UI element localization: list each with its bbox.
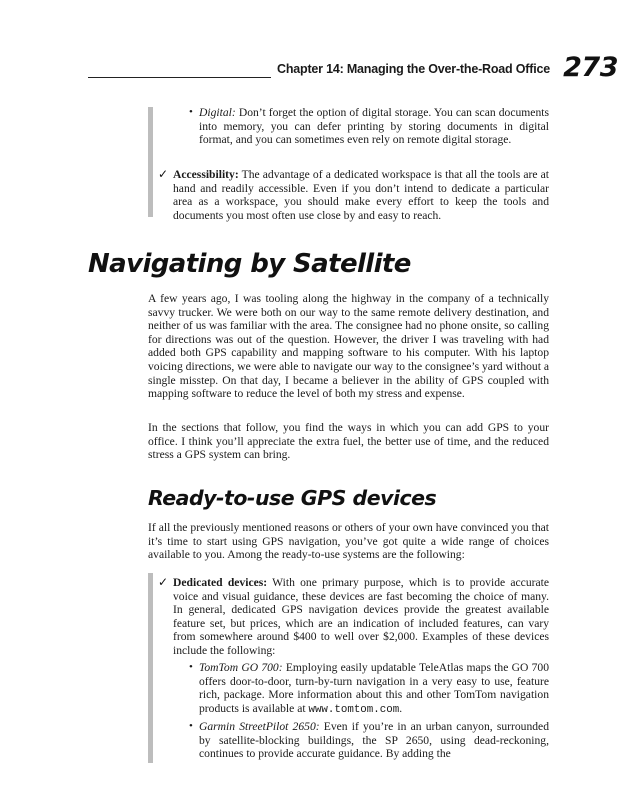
list-margin-bar [148,573,153,763]
checkmark-icon: ✓ [158,167,169,181]
running-header [88,52,618,88]
section-paragraph-2 [148,421,549,462]
list-item-accessibility [173,168,549,222]
list-item-text: Garmin StreetPilot 2650: Even if you’re in an urban canyon, surrounded by satellite-blocking buildings, the SP 2650, using dead-reckoning, continues to provide accurate guidance. By adding the [199,720,549,761]
list-item-tomtom [189,661,549,717]
bullet-icon: • [189,106,193,118]
list-item-garmin [189,720,549,761]
list-item-text: TomTom GO 700: Employing easily updatable TeleAtlas maps the GO 700 offers door-to-door, turn-by-turn navigation in a very easy to use, feature rich, package. More information about this and other TomTom navigation products is available at www.tomtom.com. [199,661,549,716]
tomtom-link: www.tomtom.com [308,703,400,716]
section-paragraph-1 [148,292,549,401]
list-item-text: Dedicated devices: With one primary purpose, which is to provide accurate voice and visual guidance, these devices are fast becoming the choice of many. In general, dedicated GPS navigation devices provide the greatest available feature set, but prices, which are an indication of included features, can vary from somewhere around $400 to well over $2,000. Examples of these devices include the following: [173,576,549,657]
list-item-text: Accessibility: The advantage of a dedicated workspace is that all the tools are at hand and readily accessible. Even if you don’t intend to dedicate a particular area as a workspace, you should make every effort to keep the tools and documents you most often use close by and easy to reach. [173,168,549,222]
subsection-heading: Ready-to-use GPS devices [148,486,437,510]
header-rule [88,77,271,78]
list-margin-bar [148,107,153,217]
paragraph-text: If all the previously mentioned reasons or others of your own have convinced you that it’s time to start using GPS navigation, you’ve got quite a wide range of choices available to you. Among the ready-to-use systems are the following: [148,521,549,562]
checkmark-icon: ✓ [158,575,169,589]
page-number: 273 [563,52,618,83]
bullet-icon: • [189,720,193,732]
paragraph-text: In the sections that follow, you find the ways in which you can add GPS to your office. I think you’ll appreciate the extra fuel, the better use of time, and the reduced stress a GPS system can bring. [148,421,549,462]
list-item-digital [189,106,549,147]
list-item-text: Digital: Don’t forget the option of digital storage. You can scan documents into memory, you can defer printing by storing documents in digital format, and you can sometimes even rely on remote digital storage. [199,106,549,147]
chapter-title: Chapter 14: Managing the Over-the-Road Office [277,62,550,76]
list-item-dedicated-devices [173,576,549,658]
section-heading: Navigating by Satellite [88,249,411,279]
paragraph-text: A few years ago, I was tooling along the highway in the company of a technically savvy trucker. We were both on our way to the same remote delivery destination, and neither of us was familiar with the area. The consignee had no phone onsite, so calling for directions was out of the question. However, the driver I was traveling with had added both GPS capability and mapping software to his computer. With his laptop voicing directions, we were able to navigate our way to the consignee’s yard without a single misstep. On that day, I became a believer in the ability of GPS coupled with mapping software to reduce the level of both my stress and expense. [148,292,549,401]
bullet-icon: • [189,661,193,673]
subsection-intro [148,521,549,562]
